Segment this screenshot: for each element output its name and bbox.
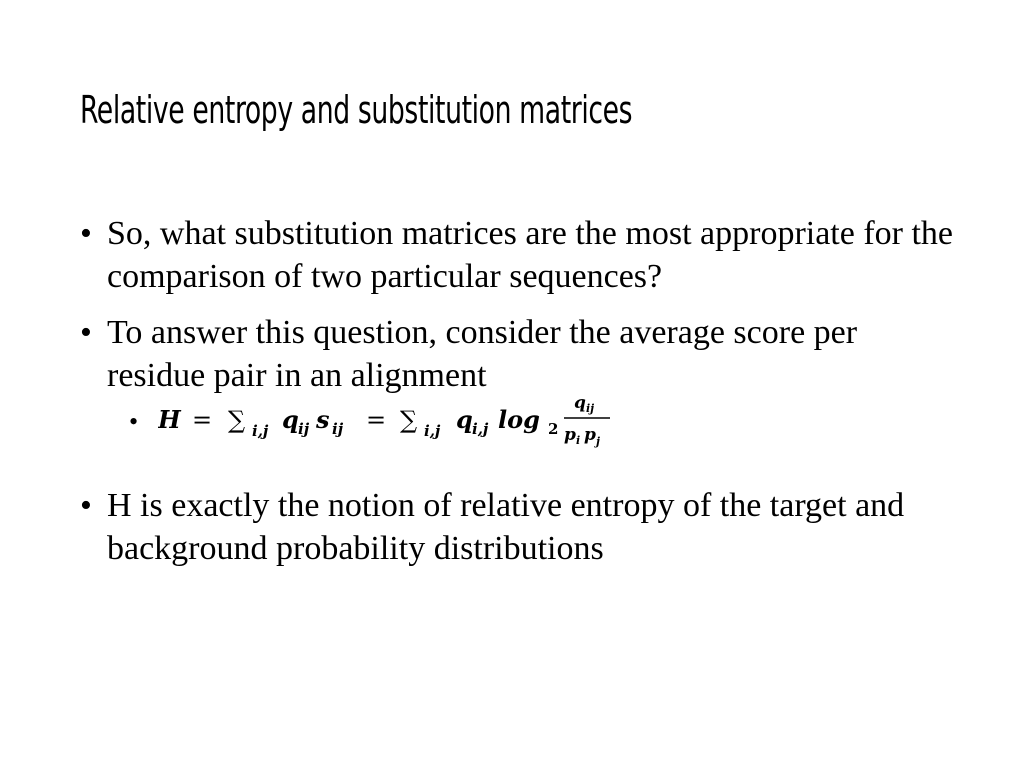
formula-log-base: 2: [548, 420, 559, 438]
formula-q: q: [456, 405, 473, 434]
formula-svg: [158, 390, 678, 454]
bullet-item: [80, 311, 960, 397]
relative-entropy-formula: [158, 390, 678, 454]
bullet-text: So, what substitution matrices are the most appropriate for the comparison of two particular sequences?: [107, 215, 954, 295]
formula-log: log: [498, 405, 540, 434]
formula-equals: =: [192, 406, 213, 434]
bullet-dot: •: [80, 215, 92, 252]
bullet-dot: •: [129, 407, 139, 436]
formula-frac-num-sub: ij: [586, 402, 595, 415]
sub-bullet-item: [80, 393, 960, 462]
formula-equals: =: [366, 406, 387, 434]
formula-frac-den-p-sub: j: [596, 435, 600, 448]
formula-sum-index: i,j: [424, 422, 441, 440]
formula-frac-den-p-sub: i: [576, 434, 581, 447]
bullet-item: [80, 212, 960, 298]
formula-sum: ∑: [400, 406, 418, 434]
bullet-dot: •: [80, 314, 92, 351]
slide-title: Relative entropy and substitution matrices: [80, 88, 633, 132]
formula-sum: ∑: [228, 406, 246, 434]
formula-frac-den-p: p: [564, 425, 576, 445]
formula-frac-num-q: q: [574, 393, 586, 413]
formula-sum-index: i,j: [252, 422, 269, 440]
formula-q-sub: ij: [298, 420, 310, 438]
formula-s-sub: ij: [332, 420, 344, 438]
formula-q: q: [282, 405, 299, 434]
bullet-item: [80, 484, 960, 570]
bullet-dot: •: [80, 487, 92, 524]
formula-frac-den-p: p: [584, 425, 596, 445]
bullet-text: To answer this question, consider the average score per residue pair in an alignment: [107, 314, 858, 394]
formula-q-sub: i,j: [472, 420, 489, 438]
formula-h: H: [158, 405, 181, 434]
bullet-text: H is exactly the notion of relative entropy of the target and background probability distributions: [107, 487, 905, 567]
bullet-list: [80, 212, 960, 583]
formula-s: s: [316, 405, 330, 434]
